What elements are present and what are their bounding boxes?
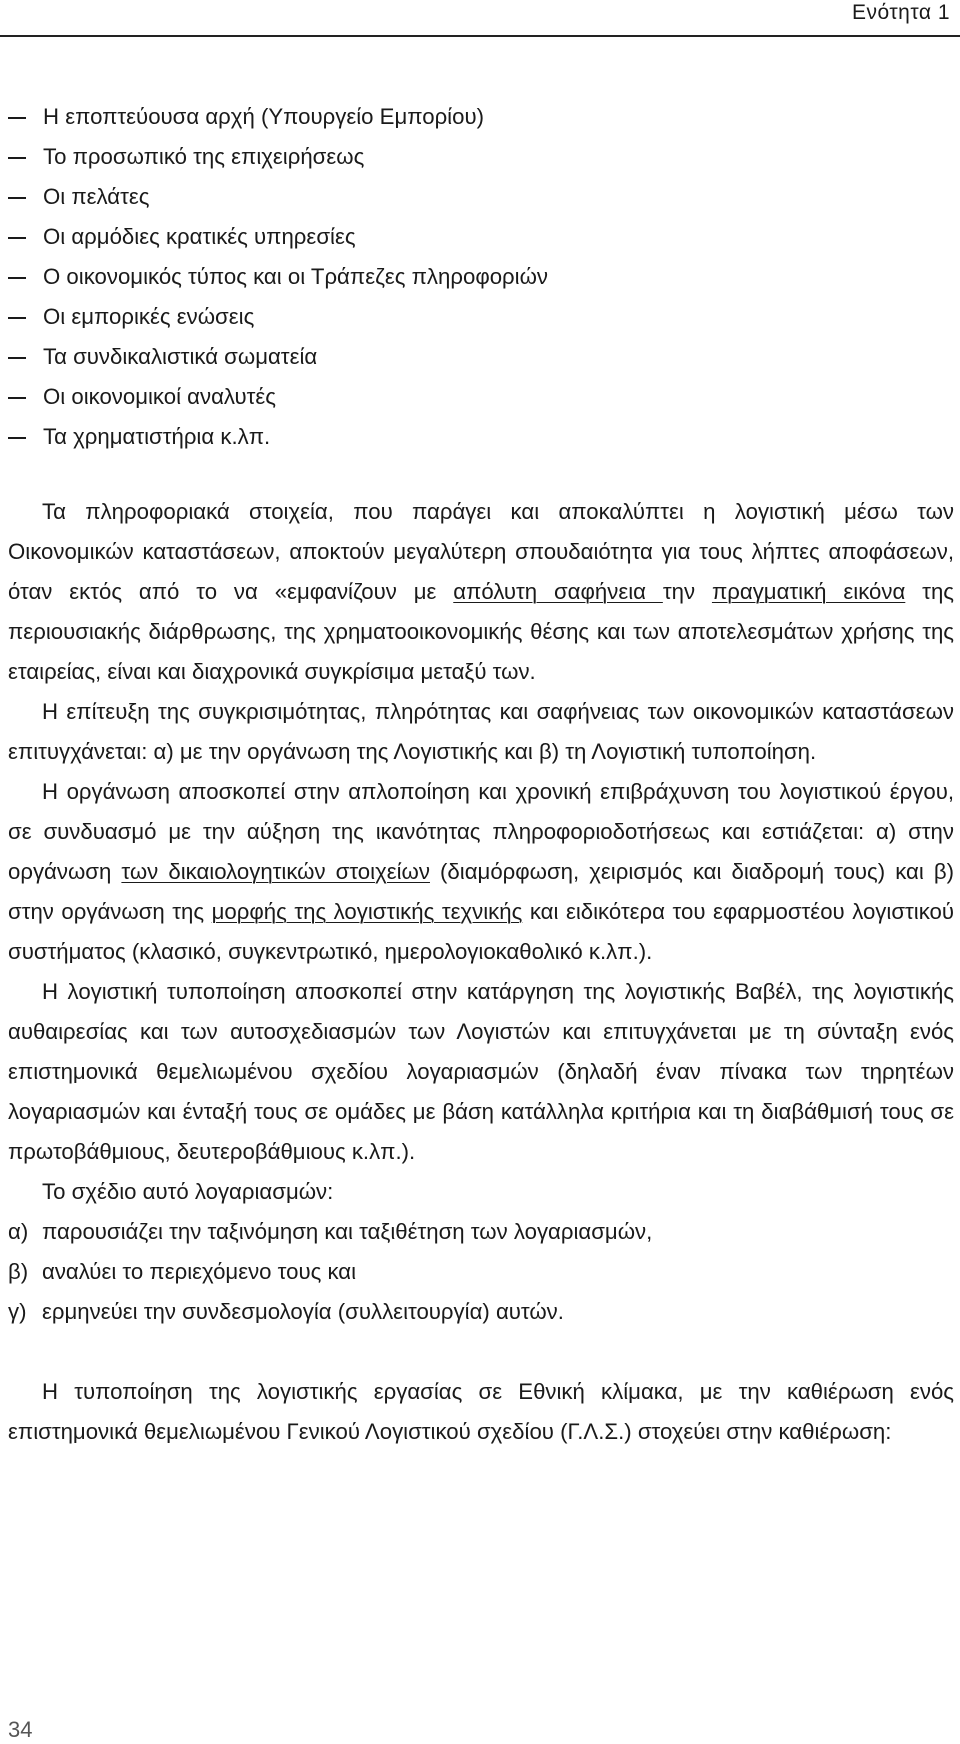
- list-item: Οι εμπορικές ενώσεις: [8, 297, 954, 337]
- dash-marker: [8, 317, 26, 319]
- list-item: Τα συνδικαλιστικά σωματεία: [8, 337, 954, 377]
- paragraph-achievement: Η επίτευξη της συγκρισιμότητας, πληρότητας και σαφήνειας των οικονομικών καταστάσεων επιτυγχάνεται: α) με την οργάνωση της Λογιστικής και β) τη Λογιστική τυποποίηση.: [8, 699, 954, 764]
- item-marker: β): [8, 1259, 29, 1284]
- stakeholder-list: [8, 97, 954, 457]
- list-item: Οι οικονομικοί αναλυτές: [8, 377, 954, 417]
- list-item: Τα χρηματιστήρια κ.λπ.: [8, 417, 954, 457]
- list-item: β) αναλύει το περιεχόμενο τους και: [8, 1252, 954, 1292]
- list-item: Οι πελάτες: [8, 177, 954, 217]
- underlined-phrase: πραγματική εικόνα: [711, 579, 906, 604]
- spacer: [8, 457, 954, 492]
- list-item: γ) ερμηνεύει την συνδεσμολογία (συλλειτουργία) αυτών.: [8, 1292, 954, 1332]
- dash-marker: [8, 117, 26, 119]
- list-item: Ο οικονομικός τύπος και οι Τράπεζες πληροφοριών: [8, 257, 954, 297]
- paragraph-standardization: Η λογιστική τυποποίηση αποσκοπεί στην κατάργηση της λογιστικής Βαβέλ, της λογιστικής αυθαιρεσίας και των αυτοσχεδιασμών των Λογιστών και επιτυγχάνεται με τη σύνταξη ενός επιστημονικά θεμελιωμένου σχεδίου λογαριασμών (δηλαδή έναν πίνακα των τηρητέων λογαριασμών και ένταξή τους σε ομάδες με βάση κατάλληλα κριτήρια και τη διαβάθμισή τους σε πρωτοβάθμιους, δευτεροβάθμιους κ.λπ.).: [8, 979, 954, 1164]
- underlined-phrase: των δικαιολογητικών στοιχείων: [121, 859, 430, 884]
- list-item: Το προσωπικό της επιχειρήσεως: [8, 137, 954, 177]
- dash-marker: [8, 397, 26, 399]
- item-marker: γ): [8, 1299, 27, 1324]
- spacer: [8, 1332, 954, 1372]
- paragraph-organization: Η οργάνωση αποσκοπεί στην απλοποίηση και χρονική επιβράχυνση του λογιστικού έργου, σε συνδυασμό με την αύξηση της ικανότητας πληροφοριοδοτήσεως και εστιάζεται: α) στην οργάνωση των δικαιολογητικών στοιχείων (διαμόρφωση, χειρισμός και διαδρομή τους) και β) στην οργάνωση της μορφής της λογιστικής τεχνικής και ειδικότερα του εφαρμοστέου λογιστικού συστήματος (κλασικό, συγκεντρωτικό, ημερολογιοκαθολικό κ.λπ.).: [8, 779, 955, 964]
- dash-marker: [8, 277, 26, 279]
- page-body: [8, 97, 954, 1452]
- page-number: 34: [8, 1717, 33, 1742]
- header-rule: [0, 35, 960, 37]
- dash-marker: [8, 157, 26, 159]
- plan-functions-list: [8, 1212, 954, 1332]
- item-marker: α): [8, 1219, 29, 1244]
- list-item: Η εποπτεύουσα αρχή (Υπουργείο Εμπορίου): [8, 97, 954, 137]
- paragraph-information-comparability: Τα πληροφοριακά στοιχεία, που παράγει και αποκαλύπτει η λογιστική μέσω των Οικονομικών καταστάσεων, αποκτούν μεγαλύτερη σπουδαιότητα για τους λήπτες αποφάσεων, όταν εκτός από το να «εμφανίζουν με απόλυτη σαφήνεια την πραγματική εικόνα της περιουσιακής διάρθρωσης, της χρηματοοικονομικής θέσης και των αποτελεσμάτων χρήσης της εταιρείας, είναι και διαχρονικά συγκρίσιμα μεταξύ των.: [8, 499, 954, 684]
- section-label: Ενότητα 1: [851, 1, 950, 24]
- underlined-phrase: απόλυτη σαφήνεια: [453, 579, 663, 604]
- list-item: Οι αρμόδιες κρατικές υπηρεσίες: [8, 217, 954, 257]
- list-item: α) παρουσιάζει την ταξινόμηση και ταξιθέτηση των λογαριασμών,: [8, 1212, 954, 1252]
- paragraph-national-plan: Η τυποποίηση της λογιστικής εργασίας σε Εθνική κλίμακα, με την καθιέρωση ενός επιστημονικά θεμελιωμένου Γενικού Λογιστικού σχεδίου (Γ.Λ.Σ.) στοχεύει στην καθιέρωση:: [8, 1379, 954, 1444]
- dash-marker: [8, 437, 26, 439]
- underlined-phrase: μορφής της λογιστικής τεχνικής: [211, 899, 523, 924]
- dash-marker: [8, 237, 26, 239]
- dash-marker: [8, 197, 26, 199]
- paragraph-plan-intro: Το σχέδιο αυτό λογαριασμών:: [42, 1179, 334, 1204]
- dash-marker: [8, 357, 26, 359]
